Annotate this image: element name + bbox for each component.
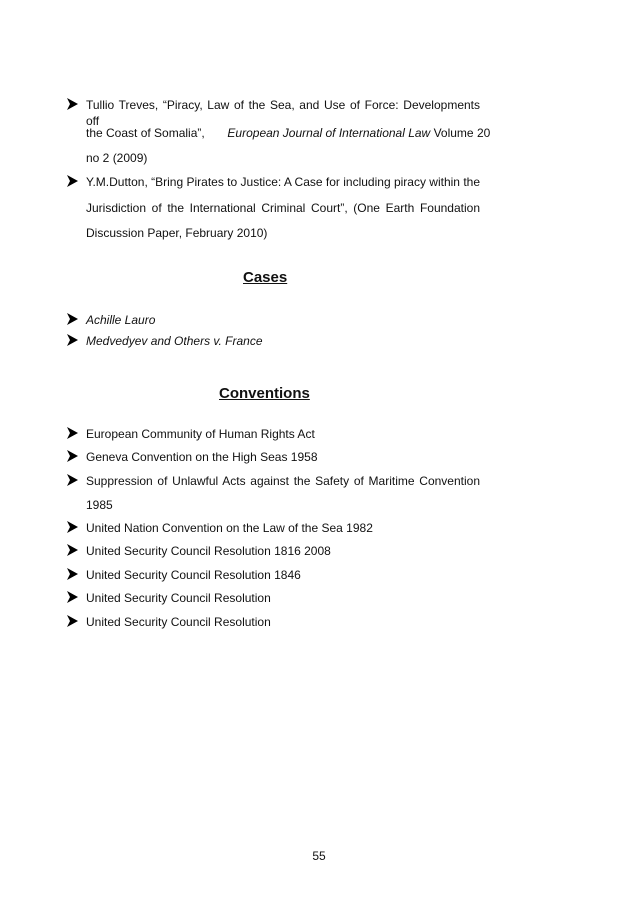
convention-name: European Community of Human Rights Act: [86, 427, 315, 441]
arrowhead-bullet-icon: [66, 590, 80, 606]
convention-name-continued: 1985: [86, 498, 113, 512]
journal-title: European Journal of International Law: [227, 126, 431, 140]
entry-line: Discussion Paper, February 2010): [86, 226, 268, 240]
arrowhead-bullet-icon: [66, 426, 80, 442]
convention-name: Suppression of Unlawful Acts against the Safety of Maritime Convention: [86, 474, 480, 488]
convention-name: United Security Council Resolution 1846: [86, 568, 301, 582]
conventions-heading: Conventions: [219, 385, 310, 402]
arrowhead-bullet-icon: [66, 614, 80, 630]
arrowhead-bullet-icon: [66, 520, 80, 536]
arrowhead-bullet-icon: [66, 543, 80, 559]
case-name: Achille Lauro: [86, 313, 156, 327]
arrowhead-bullet-icon: [66, 333, 80, 349]
convention-name: United Security Council Resolution: [86, 615, 271, 629]
convention-name: United Security Council Resolution: [86, 591, 271, 605]
entry-line: Jurisdiction of the International Criminal Court”, (One Earth Foundation: [86, 201, 480, 215]
arrowhead-bullet-icon: [66, 174, 80, 190]
convention-name: United Security Council Resolution 1816 2008: [86, 544, 331, 558]
entry-line: Y.M.Dutton, “Bring Pirates to Justice: A Case for including piracy within the: [86, 175, 480, 189]
entry-line: no 2 (2009): [86, 151, 148, 165]
page-number: 55: [312, 849, 326, 863]
convention-name: Geneva Convention on the High Seas 1958: [86, 450, 318, 464]
arrowhead-bullet-icon: [66, 449, 80, 465]
cases-heading: Cases: [243, 269, 288, 286]
arrowhead-bullet-icon: [66, 567, 80, 583]
arrowhead-bullet-icon: [66, 97, 80, 113]
arrowhead-bullet-icon: [66, 312, 80, 328]
arrowhead-bullet-icon: [66, 473, 80, 489]
entry-text: the Coast of Somalia”,: [86, 126, 205, 140]
entry-text: Volume 20: [433, 126, 491, 140]
case-name: Medvedyev and Others v. France: [86, 334, 263, 348]
convention-name: United Nation Convention on the Law of the Sea 1982: [86, 521, 373, 535]
entry-line: Tullio Treves, “Piracy, Law of the Sea, and Use of Force: Developments off: [86, 98, 480, 128]
entry-line: [86, 125, 490, 141]
